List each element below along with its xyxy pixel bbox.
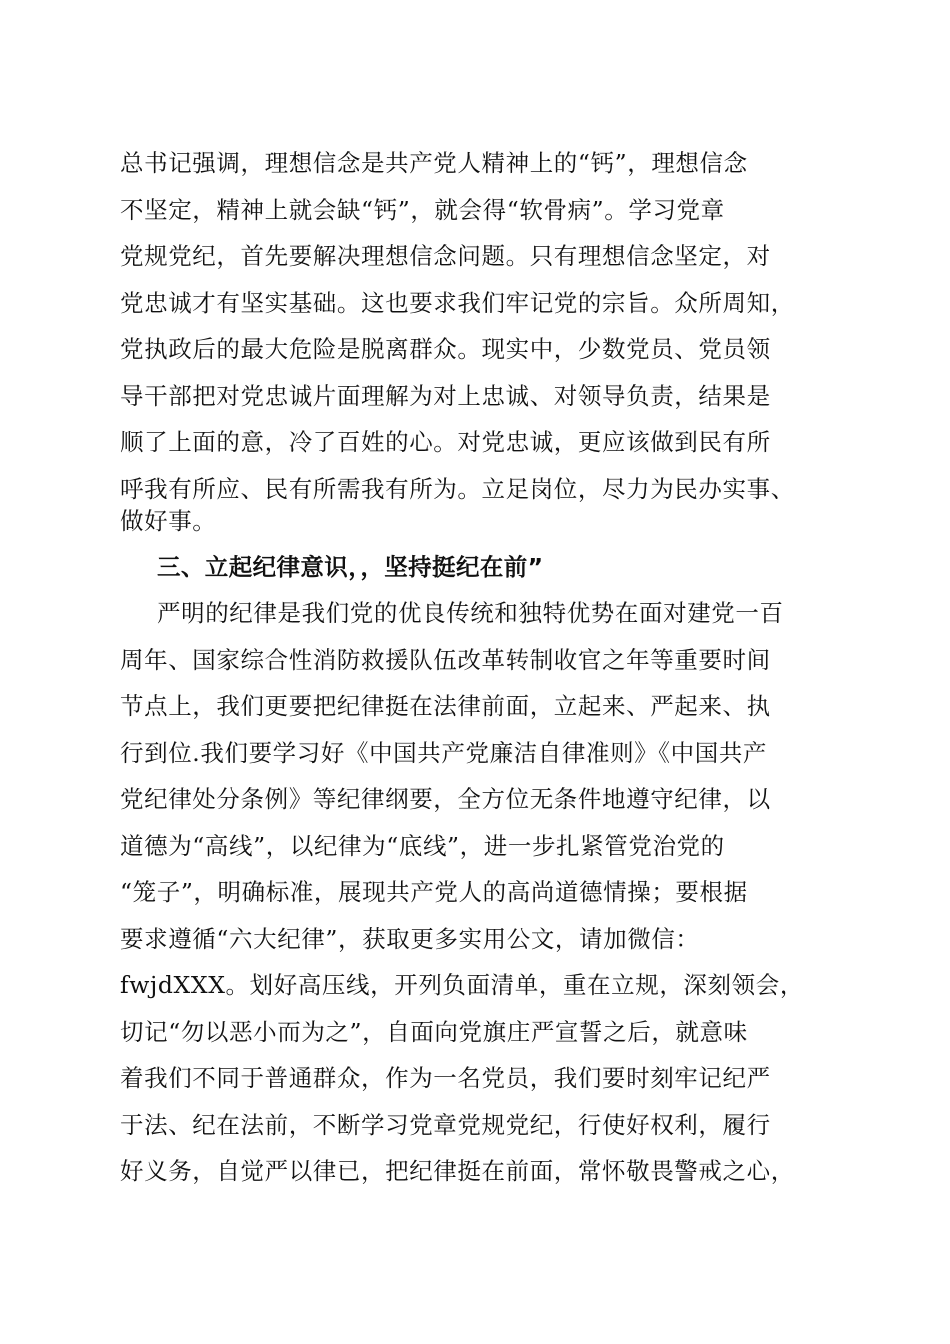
paragraph-line: fwjdXXX。划好高压线，开列负面清单，重在立规，深刻领会， [120,971,804,999]
paragraph-line: 切记“勿以恶小而为之”，自面向党旗庄严宣誓之后，就意味 [120,1018,748,1046]
paragraph-line: 导干部把对党忠诚片面理解为对上忠诚、对领导负责，结果是 [120,382,771,410]
paragraph-line: 总书记强调，理想信念是共产党人精神上的“钙”，理想信念 [120,149,748,177]
paragraph-line: 要求遵循“六大纪律”，获取更多实用公文，请加微信： [120,925,700,953]
paragraph-line: 严明的纪律是我们党的优良传统和独特优势在面对建党一百 [157,599,784,627]
section-heading: 三、立起纪律意识，，坚持挺纪在前” [157,553,544,581]
paragraph-line: 呼我有所应、民有所需我有所为。立足岗位，尽力为民办实事、 [120,475,795,503]
paragraph-line: 好义务，自觉严以律已，把纪律挺在前面，常怀敬畏警戒之心， [120,1157,795,1185]
paragraph-line: “笼子”，明确标准，展现共产党人的高尚道德情操；要根据 [120,878,748,906]
paragraph-line: 道德为“高线”，以纪律为“底线”，进一步扎紧管党治党的 [120,832,725,860]
paragraph-line: 顺了上面的意，冷了百姓的心。对党忠诚，更应该做到民有所 [120,428,771,456]
paragraph-line: 节点上，我们更要把纪律挺在法律前面，立起来、严起来、执 [120,692,771,720]
paragraph-line: 党执政后的最大危险是脱离群众。现实中，少数党员、党员领 [120,335,771,363]
paragraph-line: 党纪律处分条例》等纪律纲要，全方位无条件地遵守纪律，以 [120,785,771,813]
paragraph-line: 党规党纪，首先要解决理想信念问题。只有理想信念坚定，对 [120,242,771,270]
paragraph-line: 党忠诚才有坚实基础。这也要求我们牢记党的宗旨。众所周知， [120,289,795,317]
paragraph-line: 行到位.我们要学习好《中国共产党廉洁自律准则》《中国共产 [120,739,768,767]
paragraph-line: 不坚定，精神上就会缺“钙”，就会得“软骨病”。学习党章 [120,196,725,224]
paragraph-line: 于法、纪在法前，不断学习党章党规党纪，行使好权利，履行 [120,1111,771,1139]
paragraph-line: 做好事。 [120,507,217,535]
paragraph-line: 周年、国家综合性消防救援队伍改革转制收官之年等重要时间 [120,646,771,674]
paragraph-line: 着我们不同于普通群众，作为一名党员，我们要时刻牢记纪严 [120,1064,771,1092]
